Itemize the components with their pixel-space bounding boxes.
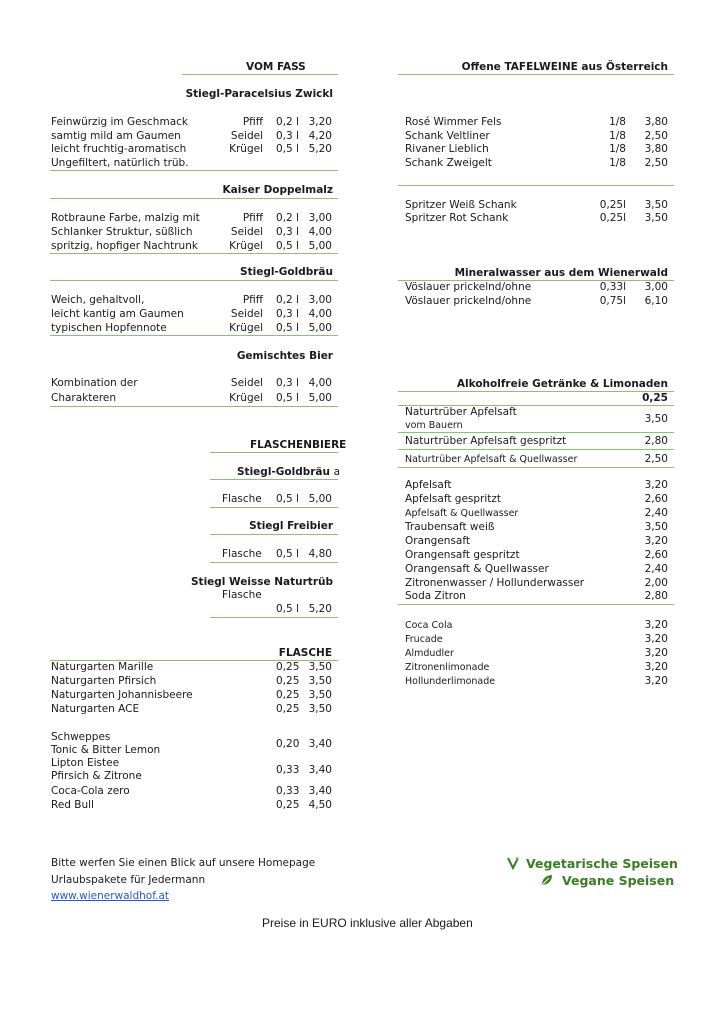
section-rule <box>398 467 674 468</box>
price: 3,50 <box>308 661 332 673</box>
section-title-alkoholfrei: Alkoholfreie Getränke & Limonaden <box>456 378 668 390</box>
price: 2,50 <box>644 453 668 465</box>
v-leaf-icon <box>506 856 520 874</box>
softdrink-name-sub: vom Bauern <box>405 420 463 431</box>
softdrink-name: Frucade <box>405 634 443 645</box>
drink-name-sub: Pfirsich & Zitrone <box>51 770 142 782</box>
size-label: Krügel <box>229 143 263 155</box>
softdrink-name: Hollunderlimonade <box>405 676 496 687</box>
section-rule <box>210 452 338 453</box>
beer-desc: leicht fruchtig-aromatisch <box>51 143 187 155</box>
drink-name-sub: Tonic & Bitter Lemon <box>51 744 161 756</box>
price: 3,20 <box>644 675 668 687</box>
size-volume: 0,5 l <box>276 143 299 155</box>
beer-desc: Charakteren <box>51 392 117 404</box>
price: 3,50 <box>644 199 668 211</box>
section-rule <box>50 335 338 336</box>
softdrink-name: Naturtrüber Apfelsaft <box>405 406 517 418</box>
beer-name-doppelmalz: Kaiser Doppelmalz <box>222 184 333 196</box>
drink-name: Naturgarten ACE <box>51 703 140 715</box>
beer-desc: spritzig, hopfiger Nachtrunk <box>51 240 198 252</box>
softdrink-name: Orangensaft & Quellwasser <box>405 563 549 575</box>
price: 3,50 <box>644 521 668 533</box>
drink-volume: 0,33 <box>276 764 300 776</box>
wine-volume: 1/8 <box>609 130 626 142</box>
drink-name: Naturgarten Johannisbeere <box>51 689 193 701</box>
water-volume: 0,75l <box>599 295 626 307</box>
wine-name: Schank Zweigelt <box>405 157 492 169</box>
section-rule <box>210 479 338 480</box>
price: 5,00 <box>308 392 332 404</box>
size-label: Seidel <box>230 226 263 238</box>
drink-name: Schweppes <box>51 731 111 743</box>
section-rule <box>210 534 338 535</box>
beer-desc: Schlanker Struktur, süßlich <box>51 226 193 238</box>
section-rule <box>398 604 674 605</box>
section-title-flaschenbiere: FLASCHENBIERE <box>250 439 347 451</box>
softdrink-name: Apfelsaft <box>405 479 452 491</box>
wine-name: Spritzer Rot Schank <box>405 212 509 224</box>
beer-name-goldbraeu: Stiegl-Goldbräu <box>240 266 333 278</box>
softdrink-name: Traubensaft weiß <box>405 521 495 533</box>
price: 3,50 <box>308 689 332 701</box>
size-label: Flasche <box>222 493 262 505</box>
size-volume: 0,5 l <box>276 603 299 615</box>
legend-vegan: Vegane Speisen <box>562 873 675 888</box>
price: 5,20 <box>308 143 332 155</box>
price: 2,40 <box>644 563 668 575</box>
softdrink-name: Orangensaft <box>405 535 470 547</box>
footer-homepage-note: Bitte werfen Sie einen Blick auf unsere Homepage <box>51 857 316 869</box>
drink-volume: 0,25 <box>276 689 300 701</box>
softdrink-name: Naturtrüber Apfelsaft & Quellwasser <box>405 454 578 465</box>
size-label: Seidel <box>230 130 263 142</box>
price: 2,40 <box>644 507 668 519</box>
price: 3,80 <box>644 143 668 155</box>
section-rule <box>210 507 338 508</box>
section-rule <box>182 74 338 75</box>
size-label: Pfiff <box>242 212 263 224</box>
size-label: Krügel <box>229 240 263 252</box>
size-volume: 0,5 l <box>276 240 299 252</box>
softdrink-name: Naturtrüber Apfelsaft gespritzt <box>405 435 567 447</box>
beer-desc: Ungefiltert, natürlich trüb. <box>51 157 189 169</box>
size-volume: 0,5 l <box>276 392 299 404</box>
beer-desc: Feinwürzig im Geschmack <box>51 116 188 128</box>
drink-volume: 0,25 <box>276 675 300 687</box>
drink-name: Naturgarten Marille <box>51 661 154 673</box>
size-header: 0,25 <box>642 392 668 404</box>
price: 2,60 <box>644 549 668 561</box>
size-volume: 0,3 l <box>276 308 299 320</box>
price: 3,40 <box>308 764 332 776</box>
size-volume: 0,3 l <box>276 226 299 238</box>
bottle-beer-name: Stiegl Freibier <box>249 520 333 532</box>
beer-name-gemischt: Gemischtes Bier <box>236 350 333 362</box>
price: 3,20 <box>644 661 668 673</box>
wine-name: Rosé Wimmer Fels <box>405 116 502 128</box>
drink-volume: 0,20 <box>276 738 300 750</box>
price: 5,20 <box>308 603 332 615</box>
softdrink-name: Zitronenlimonade <box>405 662 490 673</box>
section-rule <box>398 185 674 186</box>
footer-packages-note: Urlaubspakete für Jedermann <box>51 874 206 886</box>
section-rule <box>50 253 338 254</box>
price: 2,80 <box>644 435 668 447</box>
beer-desc: samtig mild am Gaumen <box>51 130 181 142</box>
drink-volume: 0,25 <box>276 661 300 673</box>
size-volume: 0,3 l <box>276 377 299 389</box>
drink-volume: 0,25 <box>276 799 300 811</box>
price: 3,20 <box>644 619 668 631</box>
water-name: Vöslauer prickelnd/ohne <box>405 295 532 307</box>
softdrink-name: Orangensaft gespritzt <box>405 549 520 561</box>
beer-desc: Rotbraune Farbe, malzig mit <box>51 212 200 224</box>
price: 4,20 <box>308 130 332 142</box>
price: 3,40 <box>308 785 332 797</box>
drink-name: Lipton Eistee <box>51 757 120 769</box>
price: 4,50 <box>308 799 332 811</box>
softdrink-name: Apfelsaft gespritzt <box>405 493 502 505</box>
price: 3,20 <box>644 633 668 645</box>
softdrink-name: Almdudler <box>405 648 454 659</box>
price: 3,20 <box>644 535 668 547</box>
wine-name: Rivaner Lieblich <box>405 143 489 155</box>
price: 3,00 <box>644 281 668 293</box>
legend-vegetarian: Vegetarische Speisen <box>526 856 678 871</box>
beer-desc: typischen Hopfennote <box>51 322 167 334</box>
section-title-flasche: FLASCHE <box>278 647 332 659</box>
price: 2,60 <box>644 493 668 505</box>
section-rule <box>398 449 674 450</box>
size-label: Flasche <box>222 548 262 560</box>
section-title-wein: Offene TAFELWEINE aus Österreich <box>461 61 668 73</box>
section-rule <box>50 406 338 407</box>
beer-desc: leicht kantig am Gaumen <box>51 308 184 320</box>
bottle-beer-name: Stiegl-Goldbräu a <box>237 466 341 478</box>
price: 3,00 <box>308 212 332 224</box>
wine-name: Schank Veltliner <box>405 130 490 142</box>
price: 2,80 <box>644 590 668 602</box>
softdrink-name: Coca Cola <box>405 620 453 631</box>
softdrink-name: Soda Zitron <box>405 590 466 602</box>
size-volume: 0,3 l <box>276 130 299 142</box>
size-label: Pfiff <box>242 116 263 128</box>
drink-name: Naturgarten Pfirsich <box>51 675 157 687</box>
price: 3,50 <box>644 413 668 425</box>
section-rule <box>398 74 674 75</box>
section-title-vom-fass: VOM FASS <box>246 61 306 73</box>
price: 3,20 <box>644 479 668 491</box>
beer-desc: Kombination der <box>51 377 138 389</box>
price: 3,00 <box>308 294 332 306</box>
price: 2,50 <box>644 157 668 169</box>
price: 3,50 <box>308 675 332 687</box>
beer-desc: Weich, gehaltvoll, <box>51 294 145 306</box>
size-volume: 0,2 l <box>276 116 299 128</box>
bottle-beer-name: Stiegl Weisse Naturtrüb <box>190 576 333 588</box>
wine-volume: 1/8 <box>609 157 626 169</box>
drink-name: Coca-Cola zero <box>51 785 130 797</box>
price: 3,20 <box>308 116 332 128</box>
water-volume: 0,33l <box>599 281 626 293</box>
leaf-icon <box>540 873 554 891</box>
price: 5,00 <box>308 240 332 252</box>
section-rule <box>398 432 674 433</box>
wine-volume: 1/8 <box>609 143 626 155</box>
price: 3,50 <box>644 212 668 224</box>
size-volume: 0,5 l <box>276 493 299 505</box>
price: 4,00 <box>308 308 332 320</box>
size-label: Flasche <box>222 589 262 601</box>
drink-volume: 0,25 <box>276 703 300 715</box>
section-rule <box>50 198 338 199</box>
price: 4,00 <box>308 226 332 238</box>
size-label: Seidel <box>230 377 263 389</box>
wine-volume: 1/8 <box>609 116 626 128</box>
price: 5,00 <box>308 322 332 334</box>
drink-name: Red Bull <box>51 799 94 811</box>
softdrink-name: Apfelsaft & Quellwasser <box>405 508 519 519</box>
section-rule <box>50 280 338 281</box>
section-rule <box>210 617 338 618</box>
price: 4,80 <box>308 548 332 560</box>
price: 3,40 <box>308 738 332 750</box>
size-volume: 0,2 l <box>276 294 299 306</box>
price: 2,00 <box>644 577 668 589</box>
price: 6,10 <box>644 295 668 307</box>
price: 3,20 <box>644 647 668 659</box>
size-label: Krügel <box>229 322 263 334</box>
size-volume: 0,5 l <box>276 322 299 334</box>
price: 3,50 <box>308 703 332 715</box>
size-label: Krügel <box>229 392 263 404</box>
beer-name-zwickl: Stiegl-Paracelsius Zwickl <box>185 88 333 100</box>
size-volume: 0,5 l <box>276 548 299 560</box>
price: 5,00 <box>308 493 332 505</box>
drink-volume: 0,33 <box>276 785 300 797</box>
price: 2,50 <box>644 130 668 142</box>
section-title-mineral: Mineralwasser aus dem Wienerwald <box>454 267 668 279</box>
wine-volume: 0,25l <box>599 199 626 211</box>
size-label: Pfiff <box>242 294 263 306</box>
prices-note: Preise in EURO inklusive aller Abgaben <box>262 916 473 930</box>
size-volume: 0,2 l <box>276 212 299 224</box>
section-rule <box>50 170 338 171</box>
softdrink-name: Zitronenwasser / Hollunderwasser <box>405 577 585 589</box>
price: 3,80 <box>644 116 668 128</box>
size-label: Seidel <box>230 308 263 320</box>
wine-name: Spritzer Weiß Schank <box>405 199 517 211</box>
wine-volume: 0,25l <box>599 212 626 224</box>
price: 4,00 <box>308 377 332 389</box>
footer-website-link[interactable]: www.wienerwaldhof.at <box>51 890 170 902</box>
water-name: Vöslauer prickelnd/ohne <box>405 281 532 293</box>
section-rule <box>210 562 338 563</box>
